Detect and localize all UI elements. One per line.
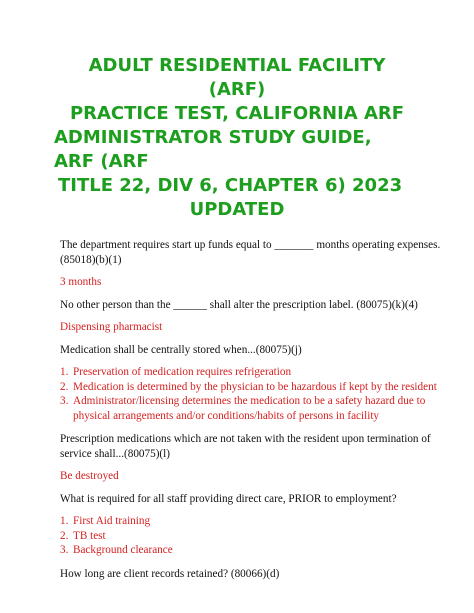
title-line: TITLE 22, DIV 6, CHAPTER 6) 2023 [58,175,403,196]
question-text: The department requires start up funds equal to _______ months operating expenses. (85018)(b)(1) [60,239,441,266]
answer-list-item [60,380,444,395]
title-line: ADULT RESIDENTIAL FACILITY [88,55,386,76]
list-item-text: Background clearance [73,544,173,556]
question-text: No other person than the ______ shall alter the prescription label. (80075)(k)(4) [60,298,418,311]
answer-list [60,514,444,558]
list-number: 3. [60,395,69,407]
answer-text: 3 months [60,276,102,288]
question-text: What is required for all staff providing direct care, PRIOR to employment? [60,492,397,505]
list-number: 2. [60,529,69,542]
answer-list-item [60,394,444,423]
list-number: 1. [60,515,69,527]
answer-list [60,365,444,423]
list-item-text: TB test [73,529,106,542]
list-item-text: First Aid training [73,515,151,527]
list-item-text: Medication is determined by the physician to be hazardous if kept by the resident [73,380,437,393]
answer-list-item [60,543,444,558]
document-title [40,54,434,222]
list-number: 3. [60,544,69,556]
answer-text: Be destroyed [60,470,119,482]
qa-section [60,238,444,589]
title-line: ARF (ARF [54,151,149,172]
title-line: UPDATED [189,199,285,220]
list-number: 1. [60,366,69,378]
answer-text: Dispensing pharmacist [60,321,163,333]
list-number: 2. [60,380,69,393]
title-line: PRACTICE TEST, CALIFORNIA ARF [69,103,405,124]
title-line: ADMINISTRATOR STUDY GUIDE, [54,127,372,148]
question-text: Prescription medications which are not taken with the resident upon termination of service shall...(80075)(l) [60,433,431,460]
question-text: How long are client records retained? (80066)(d) [60,567,280,580]
title-line: (ARF) [208,79,266,100]
question-text: Medication shall be centrally stored when...(80075)(j) [60,343,302,356]
answer-list-item [60,365,444,380]
list-item-text: Preservation of medication requires refrigeration [73,366,292,378]
answer-list-item [60,529,444,544]
list-item-text: Administrator/licensing determines the medication to be a safety hazard due to physical arrangements and/or conditions/habits of persons in facility [73,395,426,422]
answer-list-item [60,514,444,529]
